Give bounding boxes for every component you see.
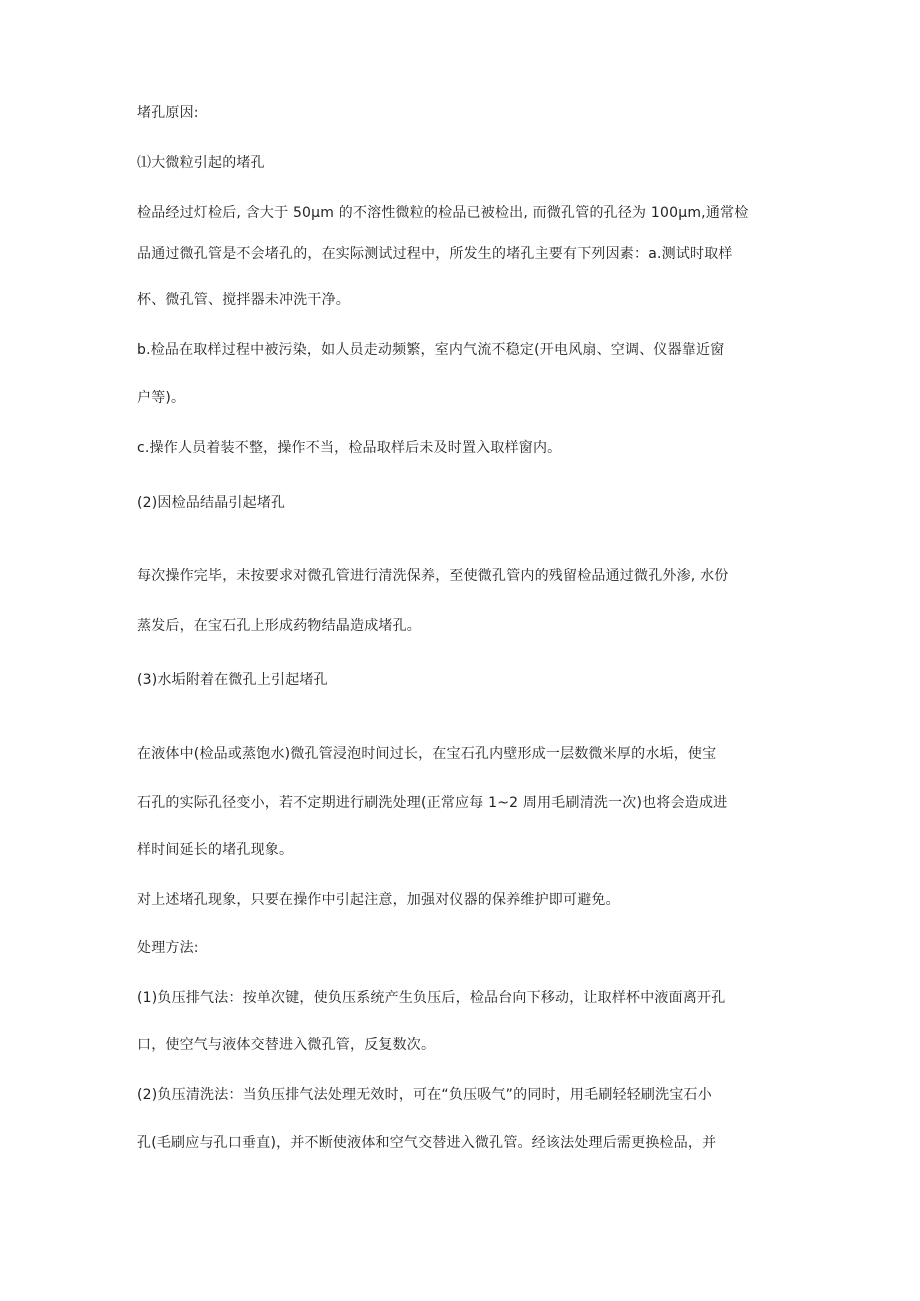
subheading-scale: (3)水垢附着在微孔上引起堵孔 [137, 672, 328, 688]
paragraph-line: 户等)。 [137, 390, 186, 406]
paragraph-line: c.操作人员着装不整，操作不当，检品取样后未及时置入取样窗内。 [137, 440, 562, 456]
paragraph-line: 在液体中(检品或蒸饱水)微孔管浸泡时间过长，在宝石孔内壁形成一层数微米厚的水垢，使宝 [137, 746, 717, 762]
paragraph-line: 品通过微孔管是不会堵孔的，在实际测试过程中，所发生的堵孔主要有下列因素：a.测试时取样 [137, 246, 733, 262]
heading-cause: 堵孔原因: [137, 105, 199, 121]
paragraph-line: 对上述堵孔现象，只要在操作中引起注意，加强对仪器的保养维护即可避免。 [137, 892, 620, 908]
paragraph-line: (2)负压清洗法：当负压排气法处理无效时，可在“负压吸气”的同时，用毛刷轻轻刷洗宝石小 [137, 1087, 712, 1103]
paragraph-line: 石孔的实际孔径变小，若不定期进行刷洗处理(正常应每 1~2 周用毛刷清洗一次)也将会造成进 [137, 795, 728, 811]
paragraph-line: 样时间延长的堵孔现象。 [137, 842, 294, 858]
paragraph-line: b.检品在取样过程中被污染，如人员走动频繁，室内气流不稳定(开电风扇、空调、仪器靠近窗 [137, 342, 725, 358]
heading-treatment: 处理方法: [137, 940, 199, 956]
paragraph-line: 每次操作完毕，未按要求对微孔管进行清洗保养，至使微孔管内的残留检品通过微孔外渗, 水份 [137, 568, 729, 584]
paragraph-line: 检品经过灯检后, 含大于 50μm 的不溶性微粒的检品已被检出, 而微孔管的孔径为 100μm,通常检 [137, 205, 749, 221]
paragraph-line: (1)负压排气法：按单次键，使负压系统产生负压后，检品台向下移动，让取样杯中液面离开孔 [137, 990, 726, 1006]
paragraph-line: 口，使空气与液体交替进入微孔管，反复数次。 [137, 1037, 436, 1053]
subheading-large-particles: ⑴大微粒引起的堵孔 [137, 155, 265, 171]
paragraph-line: 孔(毛刷应与孔口垂直)，并不断使液体和空气交替进入微孔管。经该法处理后需更换检品，并 [137, 1135, 717, 1151]
subheading-crystallization: (2)因检品结晶引起堵孔 [137, 495, 286, 511]
paragraph-line: 杯、微孔管、搅拌器未冲洗干净。 [137, 292, 350, 308]
paragraph-line: 蒸发后，在宝石孔上形成药物结晶造成堵孔。 [137, 618, 421, 634]
